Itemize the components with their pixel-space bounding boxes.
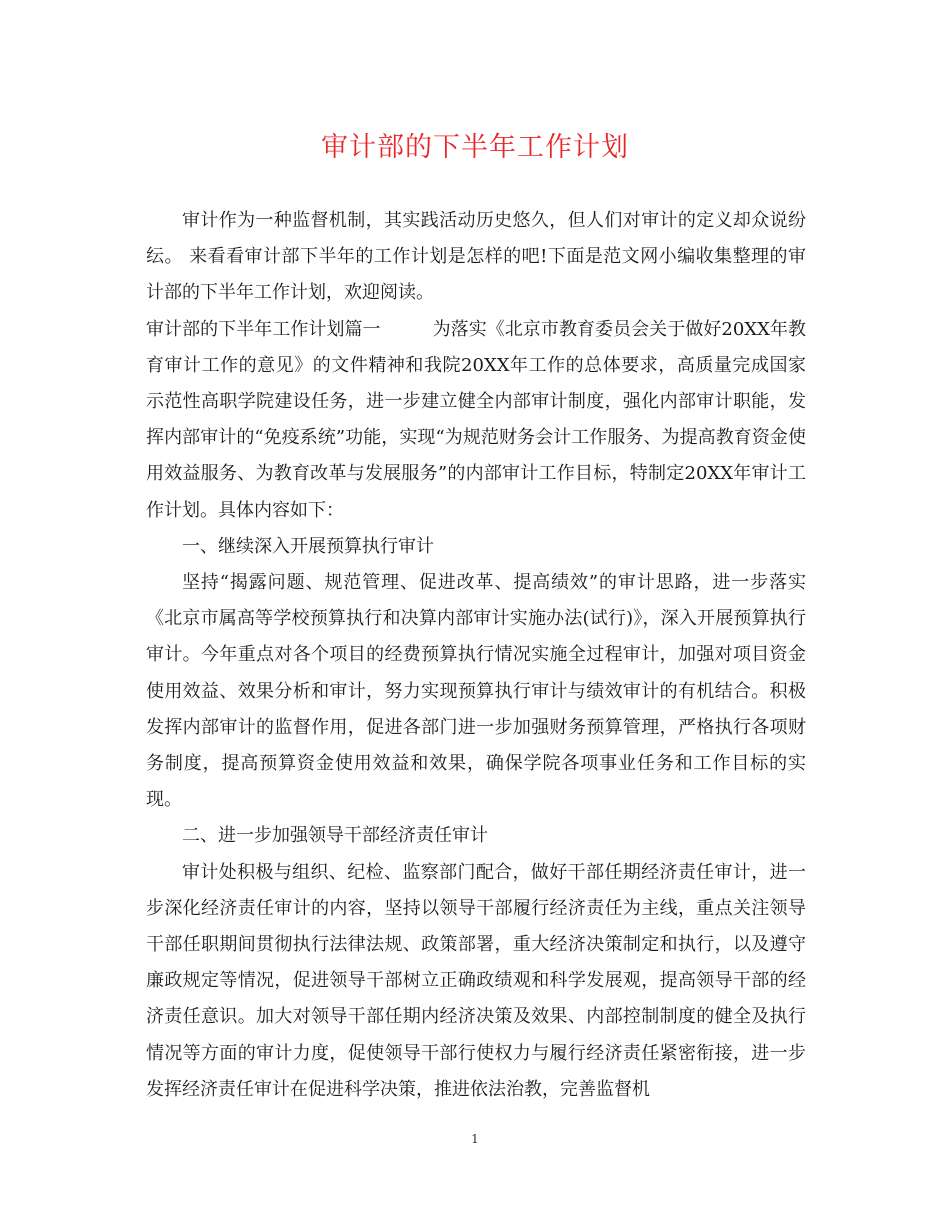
document-body: [146, 203, 806, 1108]
page-number: 1: [471, 1132, 479, 1146]
intro-paragraph: 审计作为一种监督机制，其实践活动历史悠久，但人们对审计的定义却众说纷纭。 来看看审计部下半年的工作计划是怎样的吧!下面是范文网小编收集整理的审计部的下半年工作计划，欢迎阅读。: [146, 210, 806, 304]
document-title: 审计部的下半年工作计划: [321, 132, 629, 163]
chapter-text: 为落实《北京市教育委员会关于做好20XX年教育审计工作的意见》的文件精神和我院20XX年工作的总体要求，高质量完成国家示范性高职学院建设任务，进一步建立健全内部审计制度，强化内部审计职能，发挥内部审计的“免疫系统”功能，实现“为规范财务会计工作服务、为提高教育资金使用效益服务、为教育改革与发展服务”的内部审计工作目标，特制定20XX年审计工作计划。具体内容如下：: [146, 318, 806, 521]
chapter-paragraph: [146, 312, 806, 529]
section-heading-2: 二、进一步加强领导干部经济责任审计: [182, 825, 488, 847]
section-heading-1: 一、继续深入开展预算执行审计: [182, 535, 434, 557]
section-paragraph-1: 坚持“揭露问题、规范管理、促进改革、提高绩效”的审计思路，进一步落实《北京市属高等学校预算执行和决算内部审计实施办法(试行)》，深入开展预算执行审计。今年重点对各个项目的经费预算执行情况实施全过程审计，加强对项目资金使用效益、效果分析和审计，努力实现预算执行审计与绩效审计的有机结合。积极发挥内部审计的监督作用，促进各部门进一步加强财务预算管理，严格执行各项财务制度，提高预算资金使用效益和效果，确保学院各项事业任务和工作目标的实现。: [146, 572, 806, 811]
section-paragraph-2: 审计处积极与组织、纪检、监察部门配合，做好干部任期经济责任审计，进一步深化经济责任审计的内容，坚持以领导干部履行经济责任为主线，重点关注领导干部任职期间贯彻执行法律法规、政策部署，重大经济决策制定和执行，以及遵守廉政规定等情况，促进领导干部树立正确政绩观和科学发展观，提高领导干部的经济责任意识。加大对领导干部任期内经济决策及效果、内部控制制度的健全及执行情况等方面的审计力度，促使领导干部行使权力与履行经济责任紧密衔接，进一步发挥经济责任审计在促进科学决策，推进依法治教，完善监督机: [146, 861, 806, 1100]
chapter-label: 审计部的下半年工作计划篇一: [146, 318, 381, 340]
